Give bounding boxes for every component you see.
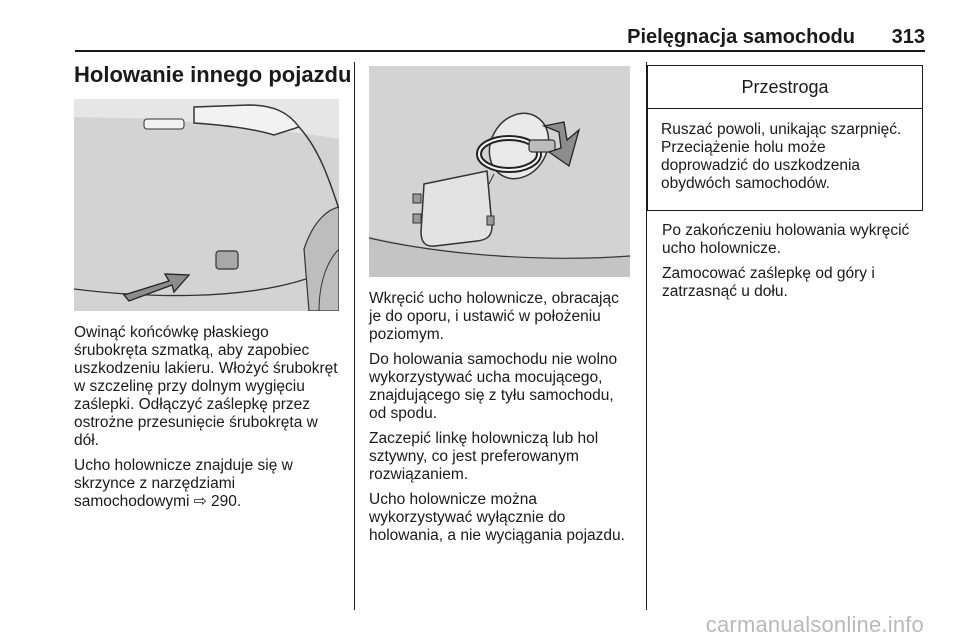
page-header xyxy=(75,26,925,50)
page-header-title: Pielęgnacja samochodu xyxy=(627,26,855,48)
watermark: carmanualsonline.info xyxy=(705,612,924,637)
header-divider xyxy=(75,50,925,52)
bumper-cover-illustration xyxy=(74,99,339,311)
caution-title: Przestroga xyxy=(648,66,922,109)
paragraph: Do holowania samochodu nie wolno wykorzystywać ucha mocującego, znajdującego się z tyłu samochodu, od spodu. xyxy=(369,351,618,422)
paragraph: Po zakończeniu holowania wykręcić ucho holownicze. xyxy=(662,222,910,257)
page-number: 313 xyxy=(891,26,925,48)
towing-eye-illustration xyxy=(369,66,630,277)
column3-text xyxy=(662,222,927,308)
column2-text xyxy=(369,290,634,552)
column-divider-1 xyxy=(354,62,355,610)
caution-text: Ruszać powoli, unikając szarpnięć. Przeciążenie holu może doprowadzić do uszkodzenia obydwóch samochodów. xyxy=(661,121,902,192)
paragraph: Ucho holownicze znajduje się w skrzynce z narzędziami samochodowymi ⇨ 290. xyxy=(74,457,293,510)
column1-text xyxy=(74,324,344,518)
paragraph: Zaczepić linkę holowniczą lub hol sztywny, co jest preferowanym rozwiązaniem. xyxy=(369,430,599,483)
section-title: Holowanie innego pojazdu xyxy=(74,62,352,87)
paragraph: Wkręcić ucho holownicze, obracając je do oporu, i ustawić w położeniu poziomym. xyxy=(369,290,619,343)
paragraph: Ucho holownicze można wykorzystywać wyłącznie do holowania, a nie wyciągania pojazdu. xyxy=(369,491,625,544)
paragraph: Zamocować zaślepkę od góry i zatrzasnąć u dołu. xyxy=(662,265,875,300)
paragraph: Owinąć końcówkę płaskiego śrubokręta szmatką, aby zapobiec uszkodzeniu lakieru. Włożyć śrubokręt w szczelinę przy dolnym wygięciu zaślepki. Odłączyć zaślepkę przez ostrożne przesunięcie śrubokręta w dół. xyxy=(74,324,338,449)
caution-box xyxy=(647,65,923,211)
